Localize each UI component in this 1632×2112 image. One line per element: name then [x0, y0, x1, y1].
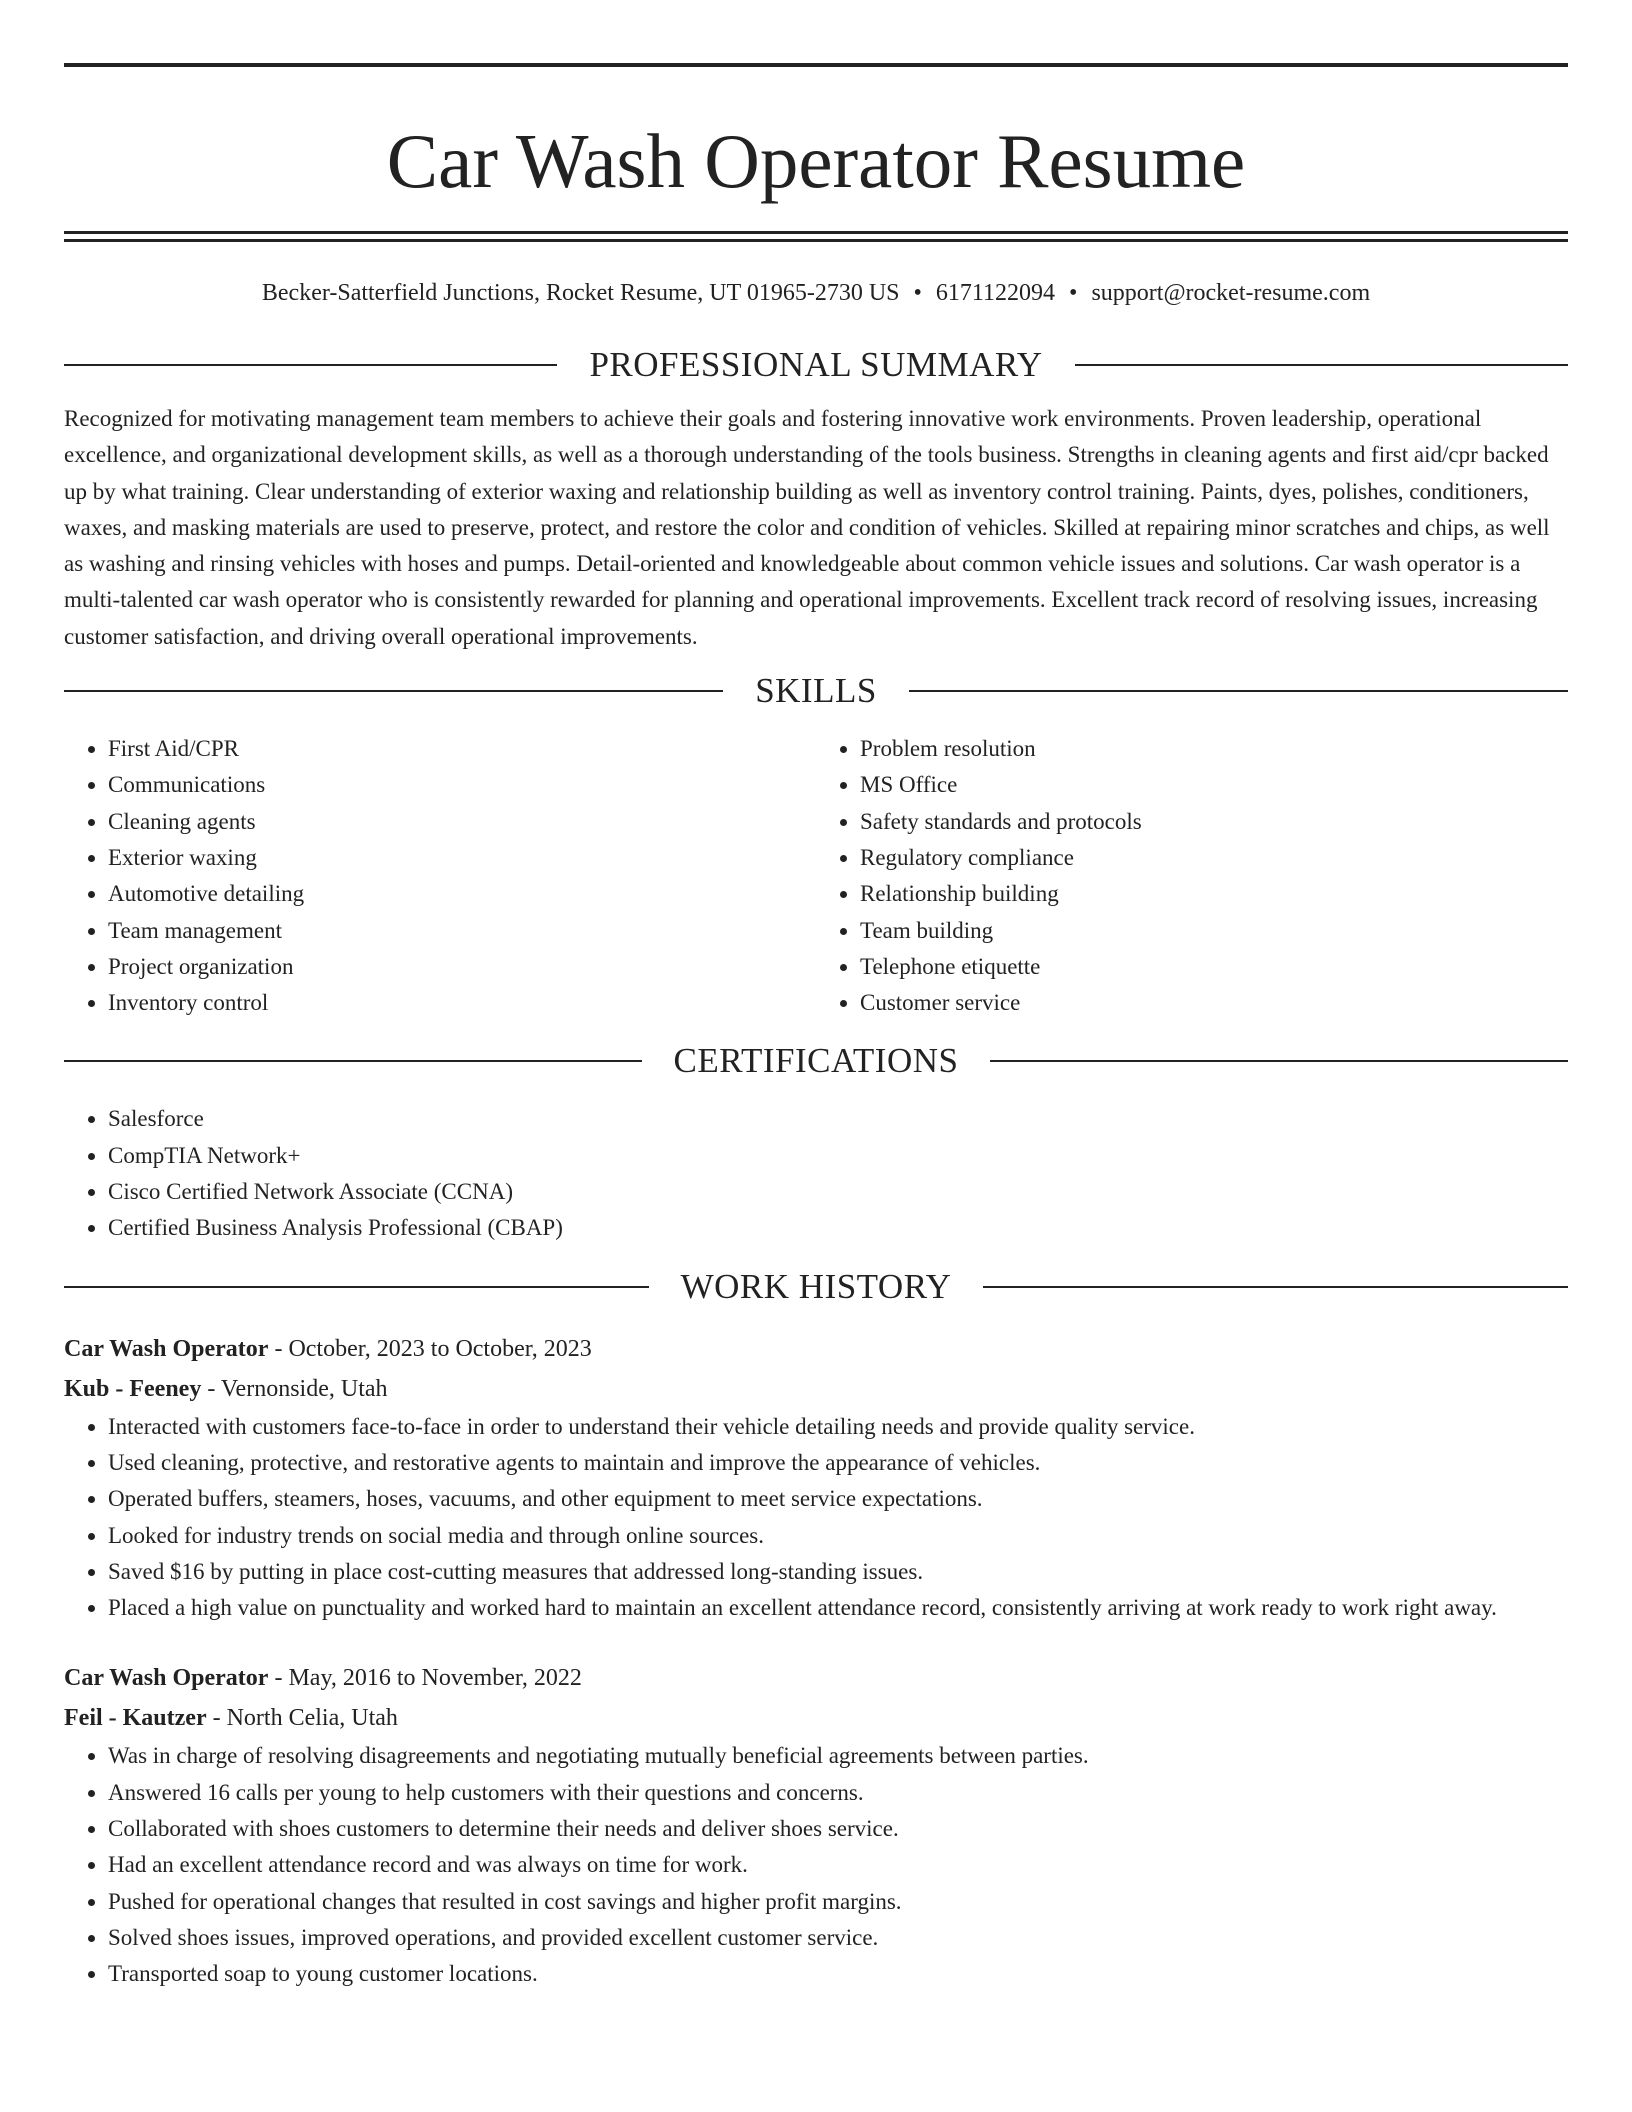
job-dates: - May, 2016 to November, 2022 [268, 1665, 582, 1692]
certification-item: • Certified Business Analysis Professional (CBAP) [108, 1210, 1568, 1246]
skills-right-list [816, 731, 1568, 1021]
summary-heading [64, 343, 1568, 387]
skills-heading-label: SKILLS [755, 671, 877, 711]
contact-address: Becker-Satterfield Junctions, Rocket Resume, UT 01965-2730 US [261, 280, 900, 306]
summary-heading-label: PROFESSIONAL SUMMARY [589, 345, 1043, 384]
skill-item: • Cleaning agents [108, 804, 816, 840]
job-location: - Vernonside, Utah [201, 1375, 388, 1402]
skill-item: • Communications [108, 767, 816, 803]
skill-item: • Team building [860, 913, 1568, 949]
job-bullet-item: • Looked for industry trends on social media and through online sources. [108, 1518, 1568, 1554]
certification-item: • CompTIA Network+ [108, 1138, 1568, 1174]
job-bullet-item: • Placed a high value on punctuality and worked hard to maintain an excellent attendance record, consistently arriving at work ready to work right away. [108, 1590, 1568, 1626]
job-bullet-item: • Had an excellent attendance record and was always on time for work. [108, 1847, 1568, 1883]
heading-rule-left [64, 690, 723, 692]
job-location: - North Celia, Utah [206, 1705, 398, 1732]
contact-line [64, 277, 1568, 309]
heading-rule-left [64, 1286, 649, 1288]
contact-phone: 6171122094 [935, 280, 1056, 306]
skill-item: • First Aid/CPR [108, 731, 816, 767]
contact-email: support@rocket-resume.com [1091, 280, 1371, 306]
contact-separator: • [1069, 280, 1078, 306]
job-bullet-item: • Answered 16 calls per young to help customers with their questions and concerns. [108, 1775, 1568, 1811]
skill-item: • Team management [108, 913, 816, 949]
certification-item: • Cisco Certified Network Associate (CCNA) [108, 1174, 1568, 1210]
job-title-line [64, 1658, 1568, 1698]
summary-text: Recognized for motivating management team members to achieve their goals and fostering innovative work environments. Proven leadership, operational excellence, and organizational development skills, as well as a thorough understanding of the tools business. Strengths in cleaning agents and first aid/cpr backed up by what training. Clear understanding of exterior waxing and relationship building as well as inventory control training. Paints, dyes, polishes, conditioners, waxes, and masking materials are used to preserve, protect, and restore the color and condition of vehicles. Skilled at repairing minor scratches and chips, as well as washing and rinsing vehicles with hoses and pumps. Detail-oriented and knowledgeable about common vehicle issues and solutions. Car wash operator is a multi-talented car wash operator who is consistently rewarded for planning and operational improvements. Excellent track record of resolving issues, increasing customer satisfaction, and driving overall operational improvements. [64, 406, 1550, 649]
job-bullet-item: • Used cleaning, protective, and restorative agents to maintain and improve the appearance of vehicles. [108, 1445, 1568, 1481]
job-bullet-item: • Saved $16 by putting in place cost-cutting measures that addressed long-standing issues. [108, 1554, 1568, 1590]
heading-rule-right [1075, 364, 1568, 366]
job-bullet-item: • Transported soap to young customer locations. [108, 1956, 1568, 1992]
job-company-line [64, 1369, 1568, 1409]
jobs-container [64, 1329, 1568, 1993]
heading-rule-right [909, 690, 1568, 692]
skill-item: • Exterior waxing [108, 840, 816, 876]
job-title-line [64, 1329, 1568, 1369]
job-title: Car Wash Operator [64, 1335, 269, 1362]
skill-item: • Problem resolution [860, 731, 1568, 767]
certification-item: • Salesforce [108, 1101, 1568, 1137]
job-entry [64, 1329, 1568, 1627]
job-bullets [64, 1738, 1568, 1992]
skill-item: • Safety standards and protocols [860, 804, 1568, 840]
skill-item: • Relationship building [860, 876, 1568, 912]
work-history-heading [64, 1265, 1568, 1309]
skill-item: • Regulatory compliance [860, 840, 1568, 876]
job-bullet-item: • Collaborated with shoes customers to determine their needs and deliver shoes service. [108, 1811, 1568, 1847]
certifications-heading-label: CERTIFICATIONS [673, 1041, 959, 1081]
heading-rule-left [64, 1060, 642, 1062]
skill-item: • Telephone etiquette [860, 949, 1568, 985]
skill-item: • Inventory control [108, 985, 816, 1021]
job-title: Car Wash Operator [64, 1665, 269, 1692]
resume-title: Car Wash Operator Resume [386, 118, 1246, 204]
skill-item: • Customer service [860, 985, 1568, 1021]
certifications-heading [64, 1039, 1568, 1083]
contact-separator: • [913, 280, 922, 306]
job-company: Feil - Kautzer [64, 1705, 207, 1732]
skills-grid [64, 731, 1568, 1021]
job-bullet-item: • Interacted with customers face-to-face in order to understand their vehicle detailing needs and provide quality service. [108, 1409, 1568, 1445]
resume-page [64, 0, 1568, 1993]
skill-item: • Automotive detailing [108, 876, 816, 912]
work-history-heading-label: WORK HISTORY [680, 1266, 952, 1306]
skills-left-list [64, 731, 816, 1021]
heading-rule-left [64, 364, 557, 366]
skill-item: • Project organization [108, 949, 816, 985]
job-company-line [64, 1698, 1568, 1738]
job-bullet-item: • Solved shoes issues, improved operations, and provided excellent customer service. [108, 1920, 1568, 1956]
certifications-list [64, 1101, 1568, 1246]
job-entry [64, 1658, 1568, 1992]
job-bullet-item: • Pushed for operational changes that resulted in cost savings and higher profit margins. [108, 1884, 1568, 1920]
title-double-rule [64, 231, 1568, 242]
job-bullet-item: • Was in charge of resolving disagreements and negotiating mutually beneficial agreements between parties. [108, 1738, 1568, 1774]
skills-heading [64, 669, 1568, 713]
skill-item: • MS Office [860, 767, 1568, 803]
job-company: Kub - Feeney [64, 1375, 202, 1402]
job-dates: - October, 2023 to October, 2023 [268, 1335, 592, 1362]
heading-rule-right [990, 1060, 1568, 1062]
job-bullet-item: • Operated buffers, steamers, hoses, vacuums, and other equipment to meet service expectations. [108, 1481, 1568, 1517]
heading-rule-right [983, 1286, 1568, 1288]
job-bullets [64, 1409, 1568, 1627]
